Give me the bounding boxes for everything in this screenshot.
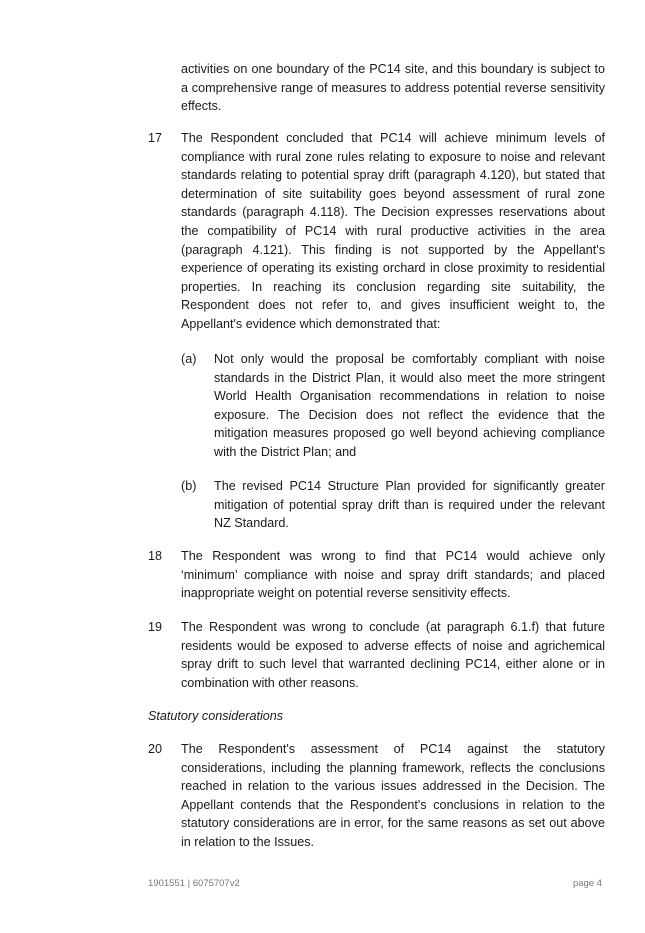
paragraph-18-text: The Respondent was wrong to find that PC14 would achieve only ‘minimum’ compliance with noise and spray drift standards; and placed inappropriate weight on potential reverse sensitivity effects. [181,549,605,601]
footer-doc-ref: 1901551 | 6075707v2 [148,878,240,889]
paragraph-20-text: The Respondent's assessment of PC14 against the statutory considerations, including the planning framework, reflects the conclusions reached in relation to the various issues addressed in the Decision. The Appellant contends that the Respondent's conclusions in relation to the statutory considerations are in error, for the same reasons as set out above in relation to the Issues. [181,742,605,849]
continuation-paragraph: activities on one boundary of the PC14 site, and this boundary is subject to a comprehensive range of measures to address potential reverse sensitivity effects. [181,62,605,114]
section-heading: Statutory considerations [148,709,284,723]
paragraph-number-17: 17 [148,131,163,145]
paragraph-number-18: 18 [148,549,163,563]
footer-page-number: page 4 [572,878,602,889]
paragraph-number-19: 19 [148,620,163,634]
subitem-b-text: The revised PC14 Structure Plan provided for significantly greater mitigation of potential spray drift than is required under the relevant NZ Standard. [214,479,605,531]
paragraph-17-text: The Respondent concluded that PC14 will achieve minimum levels of compliance with rural zone rules relating to exposure to noise and relevant standards relating to potential spray drift (paragraph 4.120), but stated that determination of site suitability goes beyond assessment of rural zone standards (paragraph 4.118). The Decision expresses reservations about the compatibility of PC14 with rural productive activities in the area (paragraph 4.121). This finding is not supported by the Appellant's experience of operating its existing orchard in close proximity to residential properties. In reaching its conclusion regarding site suitability, the Respondent does not refer to, and gives insufficient weight to, the Appellant's evidence which demonstrated that: [181,131,605,331]
paragraph-19-text: The Respondent was wrong to conclude (at paragraph 6.1.f) that future residents would be exposed to adverse effects of noise and agrichemical spray drift to such level that warranted declining PC14, either alone or in combination with other reasons. [181,620,605,690]
subitem-a-label: (a) [181,352,197,366]
subitem-a-text: Not only would the proposal be comfortably compliant with noise standards in the District Plan, it would also meet the more stringent World Health Organisation recommendations in relation to noise exposure. The Decision does not reflect the evidence that the mitigation measures proposed go well beyond achieving compliance with the District Plan; and [214,352,605,459]
subitem-b-label: (b) [181,479,197,493]
paragraph-number-20: 20 [148,742,163,756]
